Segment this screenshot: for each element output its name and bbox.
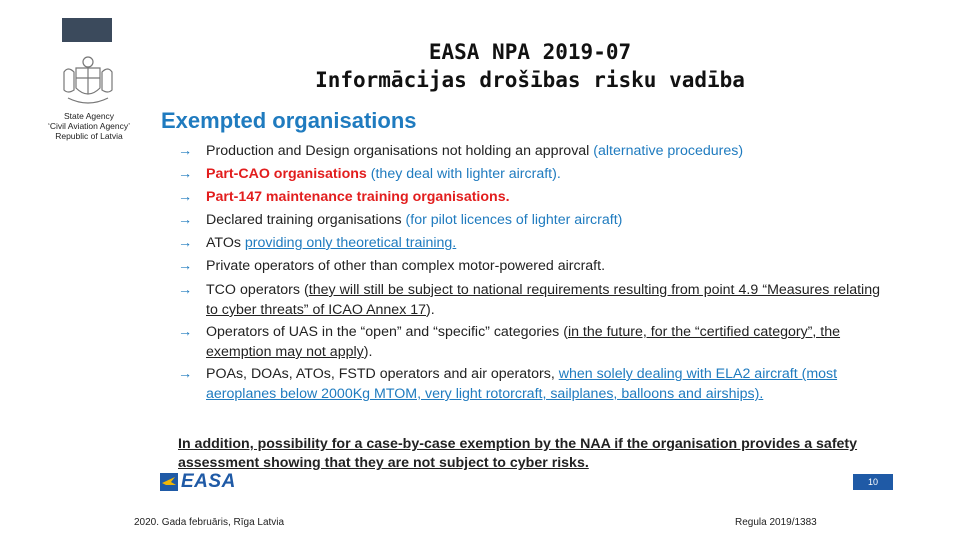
item-text: Production and Design organisations not holding an approval xyxy=(206,143,594,159)
item-note: they will still be subject to national requirements resulting from point 4.9 “Measures relating to cyber threats” of ICAO Annex 17 xyxy=(206,282,880,318)
item-note: (they deal with lighter aircraft). xyxy=(370,166,561,182)
slide-title xyxy=(240,38,820,94)
slide-title-line-2: Informācijas drošības risku vadība xyxy=(315,68,745,92)
addition-note: In addition, possibility for a case-by-case exemption by the NAA if the organisation provides a safety assessment showing that they are not subject to cyber risks. xyxy=(178,436,858,471)
item-text: TCO operators ( xyxy=(206,282,309,298)
item-text: Part-147 maintenance training organisations. xyxy=(206,189,510,205)
agency-logo-bar xyxy=(62,18,112,42)
easa-logo xyxy=(160,471,236,493)
list-item xyxy=(178,322,880,362)
item-note: providing only theoretical training. xyxy=(244,235,457,251)
easa-footer-bar xyxy=(160,471,893,491)
list-item xyxy=(178,232,880,255)
arrow-icon: → xyxy=(178,189,193,205)
item-tail: ). xyxy=(426,302,435,318)
page-number: 10 xyxy=(853,474,893,490)
agency-line-3: Republic of Latvia xyxy=(55,131,123,141)
agency-line-2: ‘Civil Aviation Agency’ xyxy=(47,121,131,131)
agency-name xyxy=(30,111,148,141)
slide-title-line-1: EASA NPA 2019-07 xyxy=(428,40,632,64)
exempted-list xyxy=(178,140,880,406)
list-item xyxy=(178,255,880,278)
arrow-icon: → xyxy=(178,235,193,251)
item-note: (for pilot licences of lighter aircraft) xyxy=(405,212,623,228)
item-text: ATOs xyxy=(206,235,245,251)
item-tail: ). xyxy=(363,344,373,360)
item-text: Part-CAO organisations xyxy=(206,166,371,182)
latvia-coat-of-arms-icon xyxy=(58,52,118,108)
section-heading: Exempted organisations xyxy=(161,108,417,133)
list-item xyxy=(178,186,880,209)
item-text: Declared training organisations xyxy=(206,212,406,228)
item-text: Private operators of other than complex motor-powered aircraft. xyxy=(206,258,606,274)
footer-date: 2020. Gada februāris, Rīga Latvia xyxy=(134,517,285,528)
arrow-icon: → xyxy=(178,166,193,182)
arrow-icon: → xyxy=(178,366,193,382)
arrow-icon: → xyxy=(178,258,193,274)
item-text: Operators of UAS in the “open” and “specific” categories ( xyxy=(206,324,568,340)
arrow-icon: → xyxy=(178,282,193,298)
list-item xyxy=(178,163,880,186)
arrow-icon: → xyxy=(178,212,193,228)
footer-regulation: Regula 2019/1383 xyxy=(735,517,817,528)
arrow-icon: → xyxy=(178,143,193,159)
list-item xyxy=(178,209,880,232)
item-text: POAs, DOAs, ATOs, FSTD operators and air operators, xyxy=(206,366,559,382)
item-note: when solely dealing with ELA2 aircraft (most aeroplanes below 2000Kg MTOM, very light rotorcraft, sailplanes, balloons and airships). xyxy=(206,366,838,402)
easa-plane-icon xyxy=(160,473,178,491)
list-item xyxy=(178,364,880,404)
item-note: in the future, for the “certified category”, the exemption may not apply xyxy=(206,324,841,360)
list-item xyxy=(178,280,880,320)
easa-brand: EASA xyxy=(181,471,236,492)
item-note: (alternative procedures) xyxy=(593,143,744,159)
list-item xyxy=(178,140,880,163)
arrow-icon: → xyxy=(178,324,193,340)
agency-line-1: State Agency xyxy=(63,111,115,121)
